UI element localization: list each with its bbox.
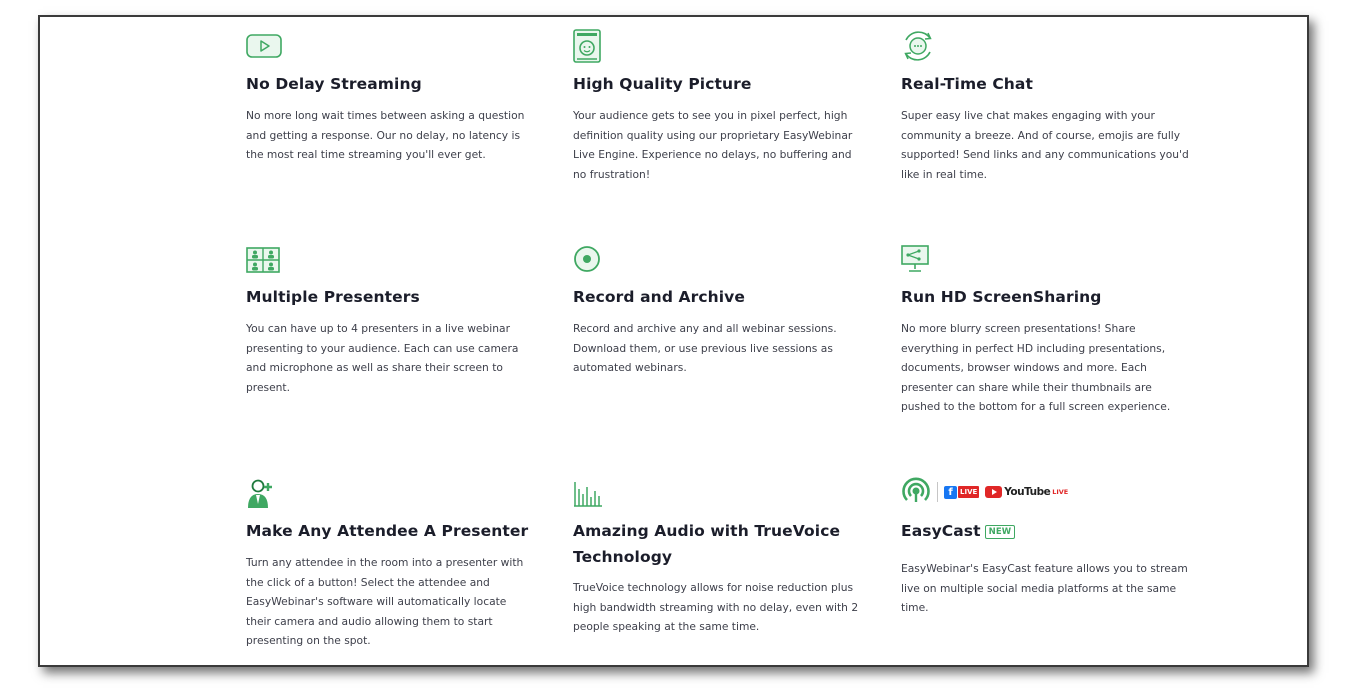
desc-line: Turn any attendee in the room into a presenter with <box>246 556 524 569</box>
desc-line: documents, browser windows and more. Each <box>901 361 1147 374</box>
feature-description <box>573 106 863 184</box>
chat-refresh-icon <box>901 29 935 67</box>
feature-high-quality-picture <box>573 29 873 199</box>
feature-title: Real-Time Chat <box>901 75 1033 93</box>
youtube-wordmark: YouTube <box>1004 486 1051 498</box>
desc-line: present. <box>246 380 291 394</box>
feature-real-time-chat <box>901 29 1201 199</box>
play-screen-icon <box>246 34 282 62</box>
features-panel <box>38 15 1309 667</box>
feature-no-delay-streaming <box>246 34 546 194</box>
youtube-live-label: LIVE <box>1052 488 1069 496</box>
desc-line: live on multiple social media platforms at the same <box>901 581 1177 595</box>
feature-run-hd-screensharing <box>901 245 1201 435</box>
desc-line: Live Engine. Experience no delays, no buffering and <box>573 148 852 161</box>
attendee-presenter-icon <box>246 478 276 514</box>
desc-line: No more long wait times between asking a question <box>246 109 525 122</box>
feature-title: Make Any Attendee A Presenter <box>246 522 529 540</box>
feature-make-any-attendee-a-presenter <box>246 478 546 658</box>
desc-line: presenting on the spot. <box>246 634 371 647</box>
feature-description <box>573 319 863 378</box>
picture-face-icon <box>573 29 601 67</box>
desc-line: time. <box>901 601 929 614</box>
feature-easycast <box>901 478 1201 638</box>
desc-line: everything in perfect HD including presentations, <box>901 341 1166 355</box>
desc-line: presenting to your audience. Each can use camera <box>246 341 519 355</box>
feature-description <box>246 553 536 651</box>
desc-line: No more blurry screen presentations! Share <box>901 322 1136 335</box>
feature-description <box>246 319 536 397</box>
desc-line: community a breeze. And of course, emojis are fully <box>901 128 1181 142</box>
desc-line: Super easy live chat makes engaging with your <box>901 109 1155 122</box>
feature-amazing-audio <box>573 479 873 649</box>
desc-line: Download them, or use previous live sessions as <box>573 341 833 355</box>
desc-line: EasyWebinar's software will automatically locate <box>246 595 507 608</box>
feature-multiple-presenters <box>246 247 546 417</box>
desc-line: like in real time. <box>901 167 988 181</box>
record-icon <box>573 245 601 277</box>
desc-line: supported! Send links and any communications you'd <box>901 148 1189 161</box>
desc-line: no frustration! <box>573 167 651 181</box>
feature-title: Run HD ScreenSharing <box>901 288 1102 306</box>
desc-line: You can have up to 4 presenters in a live webinar <box>246 322 510 335</box>
desc-line: the click of a button! Select the attendee and <box>246 575 490 589</box>
facebook-live-label: LIVE <box>960 488 978 496</box>
feature-title: Multiple Presenters <box>246 288 420 306</box>
feature-title: Record and Archive <box>573 288 745 306</box>
desc-line: high bandwidth streaming with no delay, even with 2 <box>573 600 859 614</box>
desc-line: pushed to the bottom for a full screen experience. <box>901 400 1171 413</box>
desc-line: Your audience gets to see you in pixel perfect, high <box>573 109 848 122</box>
social-platforms <box>901 478 1068 506</box>
divider <box>937 482 938 502</box>
title-line: Amazing Audio with TrueVoice <box>573 522 841 540</box>
feature-description <box>901 106 1191 184</box>
desc-line: the most real time streaming you'll ever get. <box>246 148 486 161</box>
desc-line: definition quality using our proprietary EasyWebinar <box>573 128 853 142</box>
feature-description <box>901 559 1191 618</box>
feature-title <box>573 518 873 570</box>
desc-line: their camera and audio allowing them to start <box>246 614 493 628</box>
feature-title <box>901 518 1201 544</box>
new-badge: NEW <box>985 525 1016 539</box>
audio-equalizer-icon <box>573 479 603 511</box>
feature-title: High Quality Picture <box>573 75 752 93</box>
desc-line: presenter can share while their thumbnails are <box>901 380 1152 394</box>
feature-record-and-archive <box>573 245 873 395</box>
title-line: Technology <box>573 548 673 566</box>
broadcast-icon <box>901 476 931 508</box>
title-text: EasyCast <box>901 522 981 540</box>
feature-description <box>573 578 863 637</box>
desc-line: Record and archive any and all webinar sessions. <box>573 322 837 335</box>
screen-share-icon <box>901 245 929 277</box>
desc-line: people speaking at the same time. <box>573 620 760 633</box>
desc-line: TrueVoice technology allows for noise reduction plus <box>573 581 854 594</box>
desc-line: automated webinars. <box>573 361 687 374</box>
feature-title: No Delay Streaming <box>246 75 422 93</box>
desc-line: EasyWebinar's EasyCast feature allows you to stream <box>901 562 1188 575</box>
desc-line: and microphone as well as share their screen to <box>246 361 503 374</box>
feature-description <box>246 106 536 165</box>
youtube-icon <box>985 486 1002 498</box>
feature-description <box>901 319 1191 417</box>
desc-line: and getting a response. Our no delay, no latency is <box>246 128 521 142</box>
facebook-icon: f <box>944 486 957 499</box>
multiple-presenters-icon <box>246 247 280 277</box>
